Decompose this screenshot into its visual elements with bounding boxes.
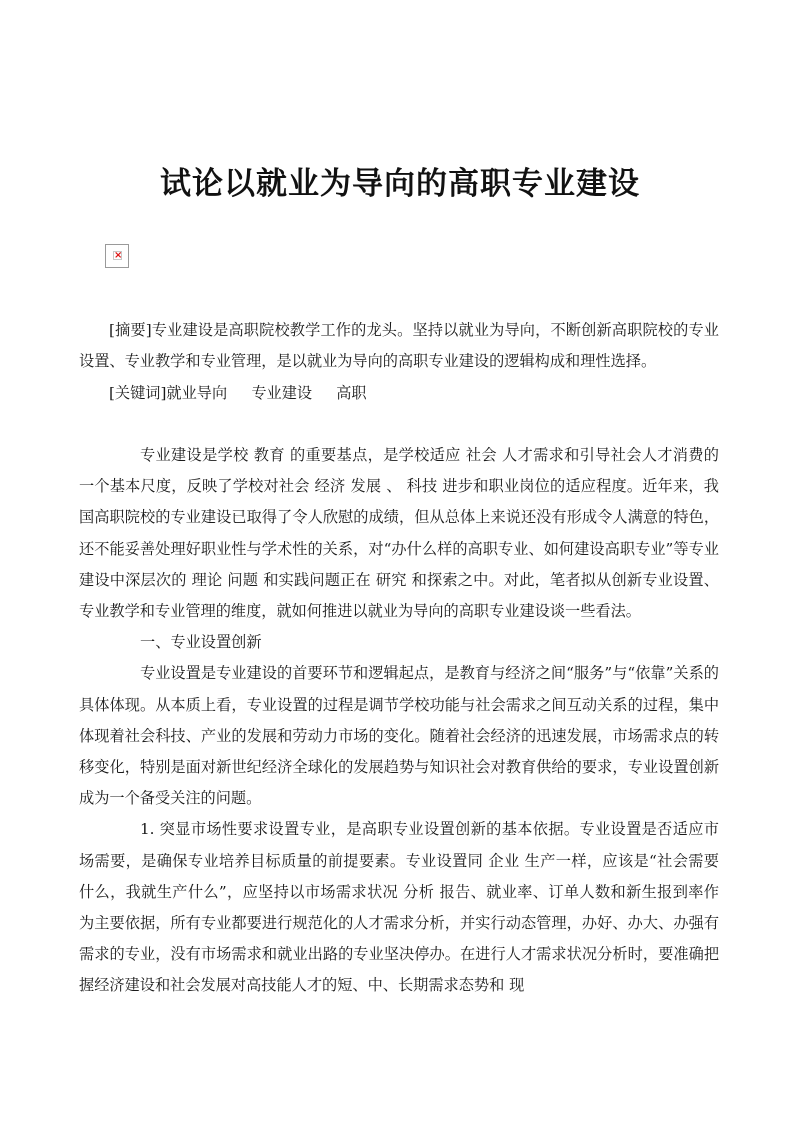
body-paragraph: 专业设置是专业建设的首要环节和逻辑起点，是教育与经济之间“服务”与“依靠”关系的具体体现。从本质上看，专业设置的过程是调节学校功能与社会需求之间互动关系的过程，集中体现着社会科技、产业的发展和劳动力市场的变化。随着社会经济的迅速发展，市场需求点的转移变化，特别是面对新世纪经济全球化的发展趋势与知识社会对教育供给的要求，专业设置创新成为一个备受关注的问题。 — [79, 664, 719, 808]
keyword-item: 就业导向 — [166, 384, 228, 402]
document-body — [79, 440, 719, 1002]
keywords-line — [109, 378, 367, 409]
keywords-label: [关键词] — [109, 384, 167, 402]
broken-image-icon — [105, 244, 129, 268]
body-paragraph: 专业建设是学校 教育 的重要基点，是学校适应 社会 人才需求和引导社会人才消费的一个基本尺度，反映了学校对社会 经济 发展 、 科技 进步和职业岗位的适应程度。近年来，我国高职院校的专业建设已取得了令人欣慰的成绩，但从总体上来说还没有形成令人满意的特色，还不能妥善处理好职业性与学术性的关系，对“办什么样的高职专业、如何建设高职专业”等专业建设中深层次的 理论 问题 和实践问题正在 研究 和探索之中。对此，笔者拟从创新专业设置、专业教学和专业管理的维度，就如何推进以就业为导向的高职专业建设谈一些看法。 — [79, 446, 719, 621]
keyword-item: 专业建设 — [251, 384, 313, 402]
abstract-paragraph: [摘要]专业建设是高职院校教学工作的龙头。坚持以就业为导向，不断创新高职院校的专业设置、专业教学和专业管理，是以就业为导向的高职专业建设的逻辑构成和理性选择。 — [79, 321, 719, 371]
section-heading: 一、专业设置创新 — [140, 633, 262, 652]
broken-image-x-icon: × — [114, 250, 123, 261]
body-paragraph: 1. 突显市场性要求设置专业，是高职专业设置创新的基本依据。专业设置是否适应市场需要，是确保专业培养目标质量的前提要素。专业设置同 企业 生产一样，应该是“社会需要什么，我就生产什么”，应坚持以市场需求状况 分析 报告、就业率、订单人数和新生报到率作为主要依据，所有专业都要进行规范化的人才需求分析，并实行动态管理，办好、办大、办强有需求的专业，没有市场需求和就业出路的专业坚决停办。在进行人才需求状况分析时，要准确把握经济建设和社会发展对高技能人才的短、中、长期需求态势和 现 — [79, 820, 719, 995]
keyword-item: 高职 — [336, 384, 367, 402]
document-title: 试论以就业为导向的高职专业建设 — [160, 166, 640, 202]
